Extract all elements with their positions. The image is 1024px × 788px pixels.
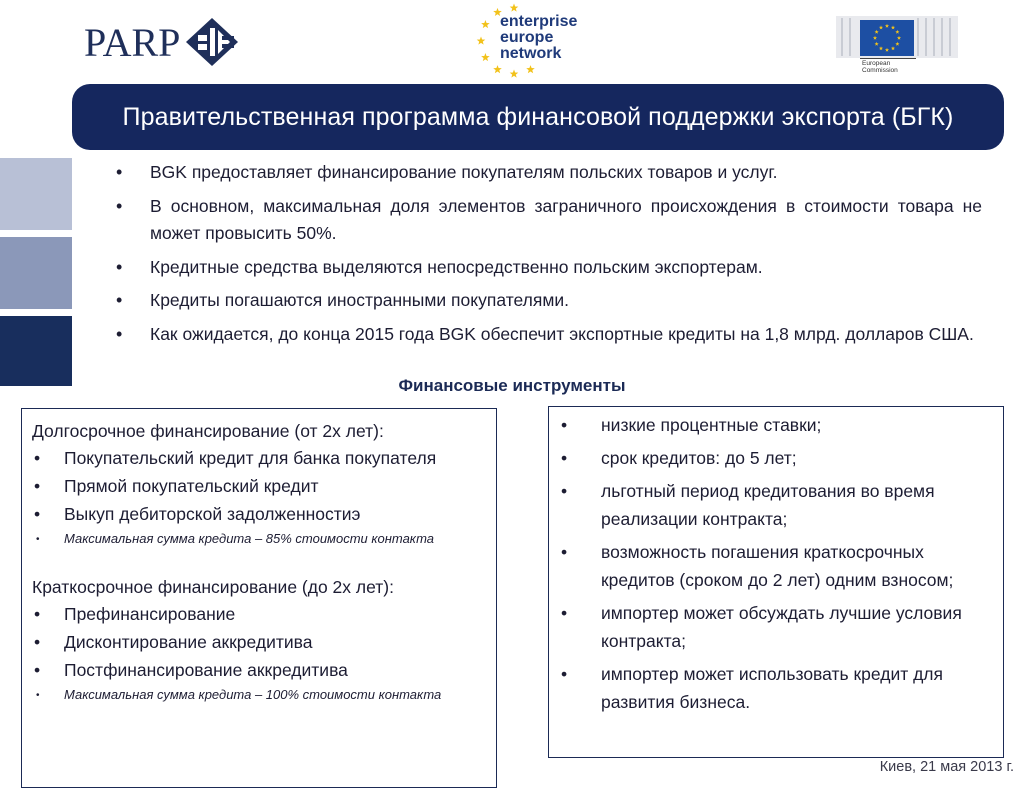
enterprise-europe-network-logo xyxy=(474,3,578,81)
main-bullet: • Кредиты погашаются иностранными покупателями. xyxy=(112,287,982,315)
credit-terms-list xyxy=(559,411,989,716)
page-title: Правительственная программа финансовой поддержки экспорта (БГК) xyxy=(122,102,954,131)
short-term-list xyxy=(32,600,484,705)
parp-logo-text: PARP xyxy=(84,19,181,65)
star-icon xyxy=(481,20,490,28)
list-item: • Покупательский кредит для банка покупателя xyxy=(32,444,484,472)
section-heading-instruments: Финансовые инструменты xyxy=(398,376,626,395)
main-bullet: • Как ожидается, до конца 2015 года BGK обеспечит экспортные кредиты на 1,8 млрд. долларов США. xyxy=(112,321,982,349)
star-icon xyxy=(477,37,486,45)
main-bullet: • Кредитные средства выделяются непосредственно польским экспортерам. xyxy=(112,254,982,282)
list-item: • Дисконтирование аккредитива xyxy=(32,628,484,656)
list-item: • льготный период кредитования во время реализации контракта; xyxy=(559,477,989,533)
list-item: • Выкуп дебиторской задолженностиэ xyxy=(32,500,484,528)
parp-logo xyxy=(84,16,240,68)
main-bullet: • В основном, максимальная доля элементов заграничного происхождения в стоимости товара не может провысить 50%. xyxy=(112,193,982,248)
list-item: • низкие процентные ставки; xyxy=(559,411,989,439)
main-bullet-list xyxy=(112,159,982,354)
parp-diamond-icon xyxy=(184,16,240,68)
main-bullet: • BGK предоставляет финансирование покупателям польских товаров и услуг. xyxy=(112,159,982,187)
short-term-note: • Максимальная сумма кредита – 100% стоимости контакта xyxy=(32,684,484,705)
long-term-heading: Долгосрочное финансирование (от 2х лет): xyxy=(32,421,384,441)
short-term-heading: Краткосрочное финансирование (до 2х лет): xyxy=(32,577,394,597)
long-term-note: • Максимальная сумма кредита – 85% стоимости контакта xyxy=(32,528,484,549)
list-item: • возможность погашения краткосрочных кредитов (сроком до 2 лет) одним взносом; xyxy=(559,538,989,594)
star-icon xyxy=(493,65,502,73)
ec-line-2: Commission xyxy=(862,67,898,74)
list-item: • импортер может использовать кредит для развития бизнеса. xyxy=(559,660,989,716)
credit-terms-box xyxy=(548,406,1004,758)
een-line-3: network xyxy=(500,45,562,62)
side-decoration-mid xyxy=(0,237,72,309)
ec-line-1: European xyxy=(862,60,891,67)
list-item: • срок кредитов: до 5 лет; xyxy=(559,444,989,472)
european-commission-logo xyxy=(836,14,958,78)
footer-date-location: Киев, 21 мая 2013 г. xyxy=(879,759,1014,775)
side-decoration-light xyxy=(0,158,72,230)
financing-types-box xyxy=(21,408,497,788)
list-item: • Префинансирование xyxy=(32,600,484,628)
een-line-2: europe xyxy=(500,29,554,46)
list-item: • Постфинансирование аккредитива xyxy=(32,656,484,684)
een-line-1: enterprise xyxy=(500,13,578,30)
list-item: • импортер может обсуждать лучшие условия контракта; xyxy=(559,599,989,655)
star-icon xyxy=(510,4,519,12)
star-icon xyxy=(481,53,490,61)
title-bar xyxy=(72,84,1004,150)
long-term-list xyxy=(32,444,484,549)
list-item: • Прямой покупательский кредит xyxy=(32,472,484,500)
star-icon xyxy=(526,65,535,73)
star-icon xyxy=(510,70,519,78)
